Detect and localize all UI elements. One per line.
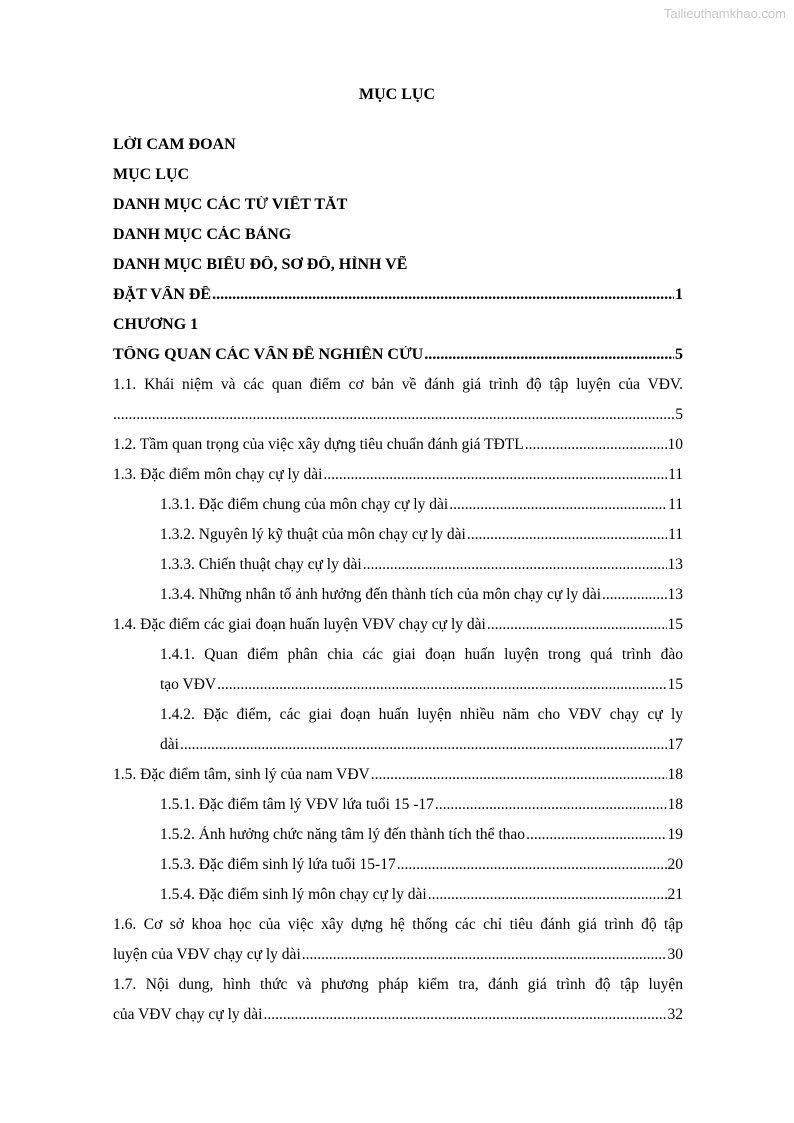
toc-entry-title: 1.2. Tầm quan trọng của việc xây dựng tiêu chuẩn đánh giá TĐTL bbox=[113, 436, 524, 453]
toc-entry-1-4-2-title[interactable]: 1.4.2. Đặc điểm, các giai đoạn huấn luyện nhiều năm cho VĐV chạy cự ly bbox=[160, 706, 683, 723]
dot-leader bbox=[302, 946, 667, 964]
toc-page-number: 13 bbox=[667, 556, 683, 573]
toc-entry-1-5-4[interactable] bbox=[160, 886, 683, 904]
toc-entry-1-3-4[interactable] bbox=[160, 586, 683, 604]
toc-page-number: 5 bbox=[675, 346, 683, 363]
dot-leader bbox=[217, 676, 666, 694]
dot-leader bbox=[487, 616, 667, 634]
toc-page-number: 10 bbox=[667, 436, 683, 453]
toc-entry-1-7-title[interactable]: 1.7. Nội dung, hình thức và phương pháp kiểm tra, đánh giá trình độ tập luyện bbox=[113, 976, 683, 993]
toc-entry-1-3-2[interactable] bbox=[160, 526, 683, 544]
toc-entry-title: 1.4. Đặc điểm các giai đoạn huấn luyện VĐV chạy cự ly dài bbox=[113, 616, 486, 633]
toc-entry-1-6-leader[interactable] bbox=[113, 946, 683, 964]
toc-entry-1-3[interactable] bbox=[113, 466, 683, 484]
toc-entry-title: 1.5. Đặc điểm tâm, sinh lý của nam VĐV bbox=[113, 766, 370, 783]
dot-leader bbox=[525, 436, 667, 454]
toc-front-loi-cam-doan[interactable]: LỜI CAM ĐOAN bbox=[113, 136, 236, 153]
toc-page-number: 18 bbox=[667, 766, 683, 783]
toc-page-number: 30 bbox=[667, 946, 683, 963]
toc-page-number: 15 bbox=[667, 676, 683, 693]
toc-entry-1-7-leader[interactable] bbox=[113, 1006, 683, 1024]
toc-entry-dat-van-de[interactable] bbox=[113, 286, 683, 304]
toc-page-number: 20 bbox=[667, 856, 683, 873]
toc-entry-1-1-leader[interactable] bbox=[113, 406, 683, 424]
toc-page-number: 21 bbox=[667, 886, 683, 903]
toc-entry-title: 1.3. Đặc điểm môn chạy cự ly dài bbox=[113, 466, 323, 483]
toc-front-tu-viet-tat[interactable]: DANH MỤC CÁC TỪ VIẾT TẮT bbox=[113, 196, 348, 213]
toc-entry-title: 1.3.4. Những nhân tố ảnh hưởng đến thành tích của môn chạy cự ly dài bbox=[160, 586, 602, 603]
dot-leader bbox=[113, 406, 674, 424]
toc-entry-1-6-title[interactable]: 1.6. Cơ sở khoa học của việc xây dựng hệ thống các chỉ tiêu đánh giá trình độ tập bbox=[113, 916, 683, 933]
toc-entry-1-4[interactable] bbox=[113, 616, 683, 634]
dot-leader bbox=[602, 586, 666, 604]
toc-entry-title: 1.3.3. Chiến thuật chạy cự ly dài bbox=[160, 556, 362, 573]
toc-entry-1-5-3[interactable] bbox=[160, 856, 683, 874]
toc-page-number: 5 bbox=[675, 406, 683, 423]
toc-entry-1-5-2[interactable] bbox=[160, 826, 683, 844]
toc-entry-title: 1.5.1. Đặc điểm tâm lý VĐV lứa tuổi 15 -17 bbox=[160, 796, 434, 813]
dot-leader bbox=[428, 886, 667, 904]
toc-entry-1-4-1-title[interactable]: 1.4.1. Quan điểm phân chia các giai đoạn huấn luyện trong quá trình đào bbox=[160, 646, 683, 663]
toc-page-number: 15 bbox=[667, 616, 683, 633]
toc-page-number: 11 bbox=[668, 526, 683, 543]
toc-page-number: 11 bbox=[668, 466, 683, 483]
toc-entry-1-2[interactable] bbox=[113, 436, 683, 454]
toc-entry-title: 1.5.2. Ảnh hưởng chức năng tâm lý đến thành tích thể thao bbox=[160, 826, 526, 843]
toc-entry-tong-quan[interactable] bbox=[113, 346, 683, 364]
watermark: Tailieuthamkhao.com bbox=[663, 6, 786, 21]
toc-chapter-heading[interactable]: CHƯƠNG 1 bbox=[113, 316, 199, 333]
toc-entry-title: 1.5.4. Đặc điểm sinh lý môn chạy cự ly dài bbox=[160, 886, 427, 903]
dot-leader bbox=[263, 1006, 666, 1024]
dot-leader bbox=[371, 766, 667, 784]
dot-leader bbox=[424, 346, 674, 364]
toc-entry-title: luyện của VĐV chạy cự ly dài bbox=[113, 946, 301, 963]
toc-entry-1-4-2-leader[interactable] bbox=[160, 736, 683, 754]
toc-entry-1-3-1[interactable] bbox=[160, 496, 683, 514]
toc-entry-1-5[interactable] bbox=[113, 766, 683, 784]
toc-entry-title: 1.3.2. Nguyên lý kỹ thuật của môn chạy cự ly dài bbox=[160, 526, 466, 543]
toc-entry-1-3-3[interactable] bbox=[160, 556, 683, 574]
dot-leader bbox=[449, 496, 667, 514]
toc-entry-title: TỔNG QUAN CÁC VẤN ĐỀ NGHIÊN CỨU bbox=[113, 346, 424, 363]
toc-page-number: 32 bbox=[667, 1006, 683, 1023]
toc-front-muc-luc[interactable]: MỤC LỤC bbox=[113, 166, 189, 183]
dot-leader bbox=[323, 466, 667, 484]
toc-entry-title: dài bbox=[160, 736, 179, 753]
page-title: MỤC LỤC bbox=[359, 86, 435, 103]
toc-page-number: 1 bbox=[675, 286, 683, 303]
toc-entry-title: 1.5.3. Đặc điểm sinh lý lứa tuổi 15-17 bbox=[160, 856, 396, 873]
toc-page-number: 11 bbox=[668, 496, 683, 513]
toc-page-number: 19 bbox=[667, 826, 683, 843]
toc-front-bieu-do[interactable]: DANH MỤC BIỂU ĐỒ, SƠ ĐỒ, HÌNH VẼ bbox=[113, 256, 408, 273]
dot-leader bbox=[397, 856, 667, 874]
dot-leader bbox=[467, 526, 667, 544]
dot-leader bbox=[526, 826, 666, 844]
toc-entry-title: tạo VĐV bbox=[160, 676, 217, 693]
toc-entry-1-4-1-leader[interactable] bbox=[160, 676, 683, 694]
toc-entry-title: ĐẶT VẤN ĐỀ bbox=[113, 286, 212, 303]
toc-entry-1-5-1[interactable] bbox=[160, 796, 683, 814]
toc-page-number: 13 bbox=[667, 586, 683, 603]
dot-leader bbox=[435, 796, 667, 814]
toc-entry-title: 1.3.1. Đặc điểm chung của môn chạy cự ly dài bbox=[160, 496, 449, 513]
toc-entry-title: của VĐV chạy cự ly dài bbox=[113, 1006, 263, 1023]
toc-page-number: 17 bbox=[667, 736, 683, 753]
toc-page-number: 18 bbox=[667, 796, 683, 813]
dot-leader bbox=[180, 736, 667, 754]
dot-leader bbox=[363, 556, 667, 574]
toc-front-cac-bang[interactable]: DANH MỤC CÁC BẢNG bbox=[113, 226, 292, 243]
toc-entry-1-1-title[interactable]: 1.1. Khái niệm và các quan điểm cơ bản về đánh giá trình độ tập luyện của VĐV. bbox=[113, 376, 683, 393]
dot-leader bbox=[212, 286, 674, 304]
